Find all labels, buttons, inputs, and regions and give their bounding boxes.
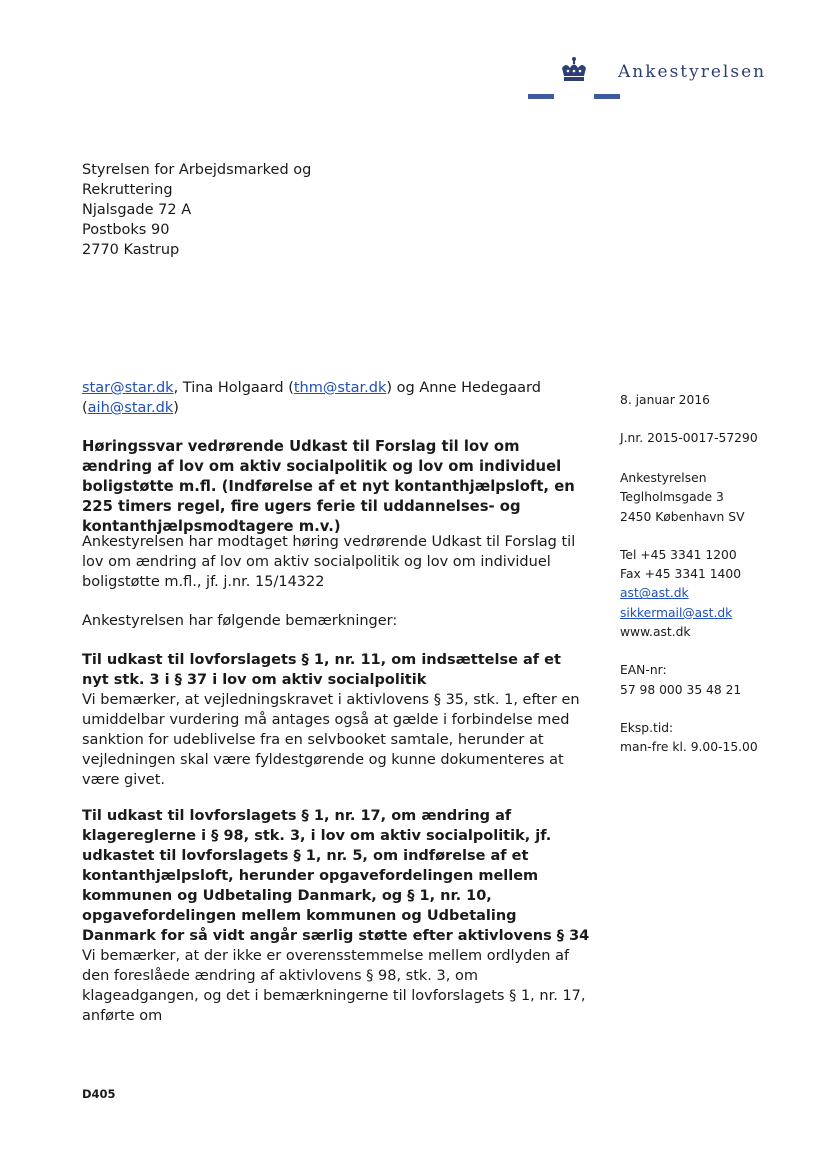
address-line: Styrelsen for Arbejdsmarked og bbox=[82, 162, 312, 178]
recipients-text: ( bbox=[82, 400, 88, 416]
address-line: Postboks 90 bbox=[82, 222, 170, 238]
recipients-line bbox=[82, 378, 592, 418]
body-paragraph: Ankestyrelsen har følgende bemærkninger: bbox=[82, 613, 398, 629]
section-2 bbox=[82, 806, 592, 1026]
logo-wordmark: Ankestyrelsen bbox=[618, 62, 767, 82]
sender-phone: Tel +45 3341 1200 bbox=[620, 547, 737, 562]
section-text: Vi bemærker, at vejledningskravet i aktivlovens § 35, stk. 1, efter en umiddelbar vurdering må antages også at gælde i forbindelse med sanktion for udeblivelse fra en selvbooket samtale, herunder at vejledningen skal være fyldestgørende og kunne dokumenteres at være givet. bbox=[82, 692, 580, 788]
sender-website: www.ast.dk bbox=[620, 625, 691, 640]
sender-secure-email-link[interactable]: sikkermail@ast.dk bbox=[620, 605, 733, 620]
sender-fax: Fax +45 3341 1400 bbox=[620, 567, 742, 582]
form-code: D405 bbox=[82, 1087, 116, 1101]
hours-value: man-fre kl. 9.00-15.00 bbox=[620, 740, 758, 755]
recipient-address bbox=[82, 160, 311, 260]
address-line: 2770 Kastrup bbox=[82, 242, 180, 258]
email-link-aih[interactable]: aih@star.dk bbox=[87, 400, 174, 416]
email-link-thm[interactable]: thm@star.dk bbox=[293, 380, 387, 396]
sender-city: 2450 København SV bbox=[620, 509, 745, 524]
sender-email-link[interactable]: ast@ast.dk bbox=[620, 586, 689, 601]
recipients-text: , Tina Holgaard ( bbox=[173, 380, 294, 396]
address-line: Rekruttering bbox=[82, 182, 173, 198]
letter-date: 8. januar 2016 bbox=[620, 393, 710, 407]
ean-label: EAN-nr: bbox=[620, 663, 667, 678]
section-text: Vi bemærker, at der ikke er overensstemmelse mellem ordlyden af den foreslåede ændring af aktivlovens § 98, stk. 3, om klageadgangen, og det i bemærkningerne til lovforslagets § 1, nr. 17, anførte om bbox=[82, 948, 586, 1024]
body-paragraph: Ankestyrelsen har modtaget høring vedrørende Udkast til Forslag til lov om ændring af lov om aktiv socialpolitik og lov om individuel boligstøtte m.fl., jf. j.nr. 15/14322 bbox=[82, 534, 576, 590]
section-heading: Til udkast til lovforslagets § 1, nr. 17, om ændring af klagereglerne i § 98, stk. 3, i lov om aktiv socialpolitik, jf. udkastet til lovforslagets § 1, nr. 5, om indførelse af et kontanthjælpsloft, herunder opgavefordelingen mellem kommunen og Udbetaling Danmark, og § 1, nr. 10, opgavefordelingen mellem kommunen og Udbetaling Danmark for så vidt angår særlig støtte efter aktivlovens § 34 bbox=[82, 808, 590, 944]
recipients-text: ) bbox=[173, 400, 179, 416]
address-line: Njalsgade 72 A bbox=[82, 202, 192, 218]
recipients-text: ) og Anne Hedegaard bbox=[386, 380, 541, 396]
email-link-star[interactable]: star@star.dk bbox=[82, 380, 174, 396]
logo-bar-left bbox=[528, 94, 554, 99]
section-heading: Til udkast til lovforslagets § 1, nr. 11, om indsættelse af et nyt stk. 3 i § 37 i lov om aktiv socialpolitik bbox=[82, 652, 561, 688]
crown-logo-icon bbox=[558, 56, 590, 86]
sender-info bbox=[620, 469, 758, 758]
hours-label: Eksp.tid: bbox=[620, 720, 674, 735]
sender-street: Teglholmsgade 3 bbox=[620, 490, 724, 505]
letter-subject: Høringssvar vedrørende Udkast til Forslag til lov om ændring af lov om aktiv socialpolitik og lov om individuel boligstøtte m.fl. (Indførelse af et nyt kontanthjælpsloft, en 225 timers regel, fire ugers ferie til uddannelses- og kontanthjælpsmodtagere m.v.) bbox=[82, 438, 575, 535]
section-1 bbox=[82, 650, 592, 790]
journal-number: J.nr. 2015-0017-57290 bbox=[620, 431, 758, 445]
sender-org: Ankestyrelsen bbox=[620, 471, 707, 485]
ean-value: 57 98 000 35 48 21 bbox=[620, 682, 742, 697]
logo-bar-right bbox=[594, 94, 620, 99]
